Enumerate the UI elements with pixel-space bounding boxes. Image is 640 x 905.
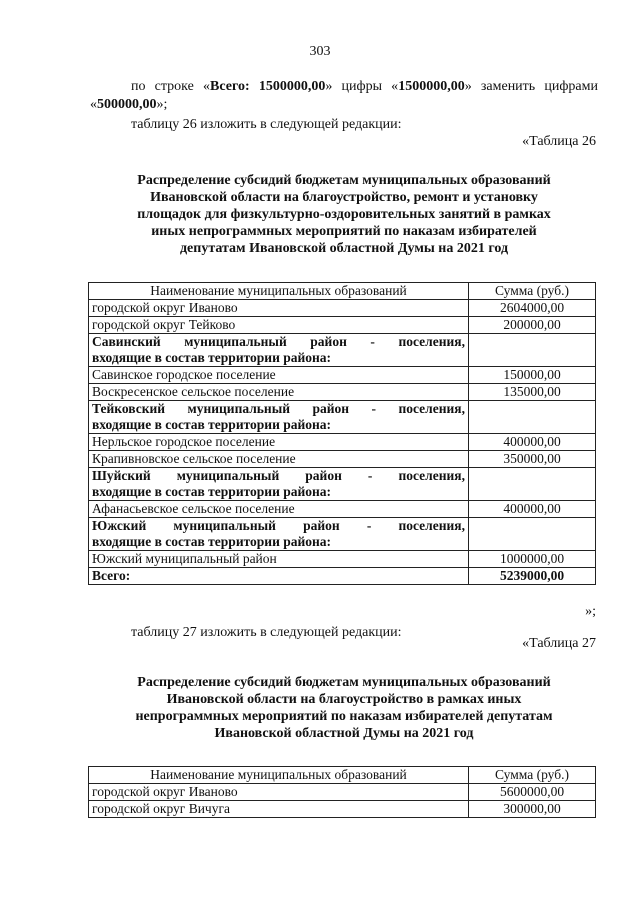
- paragraph-amendment: по строке «Всего: 1500000,00» цифры «1500000,00» заменить цифрами «500000,00»;: [90, 79, 598, 112]
- table-row: Воскресенское сельское поселение 135000,00: [89, 384, 596, 401]
- table-group-row: Тейковский муниципальный район - поселения, входящие в состав территории района:: [89, 401, 596, 434]
- table-group-row: Южский муниципальный район - поселения, входящие в состав территории района:: [89, 518, 596, 551]
- column-header-sum: Сумма (руб.): [469, 767, 596, 784]
- table-row: Южский муниципальный район 1000000,00: [89, 551, 596, 568]
- table26-heading: Распределение субсидий бюджетам муниципальных образований Ивановской области на благоустройство, ремонт и установку площадок для физкультурно-оздоровительных занятий в рамках иных непрограммных мероприятий по наказам избирателей депутатам Ивановской областной Думы на 2021 год: [137, 173, 551, 256]
- table-row: Савинское городское поселение 150000,00: [89, 367, 596, 384]
- table-group-row: Савинский муниципальный район - поселения, входящие в состав территории района:: [89, 334, 596, 367]
- table27-label: «Таблица 27: [522, 636, 596, 651]
- column-header-name: Наименование муниципальных образований: [89, 767, 469, 784]
- closing-quote: »;: [585, 604, 596, 619]
- table-27: [88, 766, 596, 818]
- table-row: Афанасьевское сельское поселение 400000,00: [89, 501, 596, 518]
- table-row: Нерльское городское поселение 400000,00: [89, 434, 596, 451]
- column-header-sum: Сумма (руб.): [469, 283, 596, 300]
- table26-label: «Таблица 26: [522, 134, 596, 149]
- paragraph-table26-intro: таблицу 26 изложить в следующей редакции:: [131, 117, 402, 132]
- table-header-row: [89, 283, 596, 300]
- table-total-row: Всего: 5239000,00: [89, 568, 596, 585]
- column-header-name: Наименование муниципальных образований: [89, 283, 469, 300]
- table-row: городской округ Иваново 5600000,00: [89, 784, 596, 801]
- table-group-row: Шуйский муниципальный район - поселения, входящие в состав территории района:: [89, 468, 596, 501]
- table-26: [88, 282, 596, 585]
- table-row: городской округ Вичуга 300000,00: [89, 801, 596, 818]
- table-row: городской округ Иваново 2604000,00: [89, 300, 596, 317]
- table-row: городской округ Тейково 200000,00: [89, 317, 596, 334]
- table27-heading: Распределение субсидий бюджетам муниципальных образований Ивановской области на благоустройство в рамках иных непрограммных мероприятий по наказам избирателей депутатам Ивановской областной Думы на 2021 год: [135, 675, 553, 741]
- paragraph-table27-intro: таблицу 27 изложить в следующей редакции:: [131, 625, 402, 640]
- page-number: 303: [309, 44, 331, 59]
- table-header-row: [89, 767, 596, 784]
- table-row: Крапивновское сельское поселение 350000,00: [89, 451, 596, 468]
